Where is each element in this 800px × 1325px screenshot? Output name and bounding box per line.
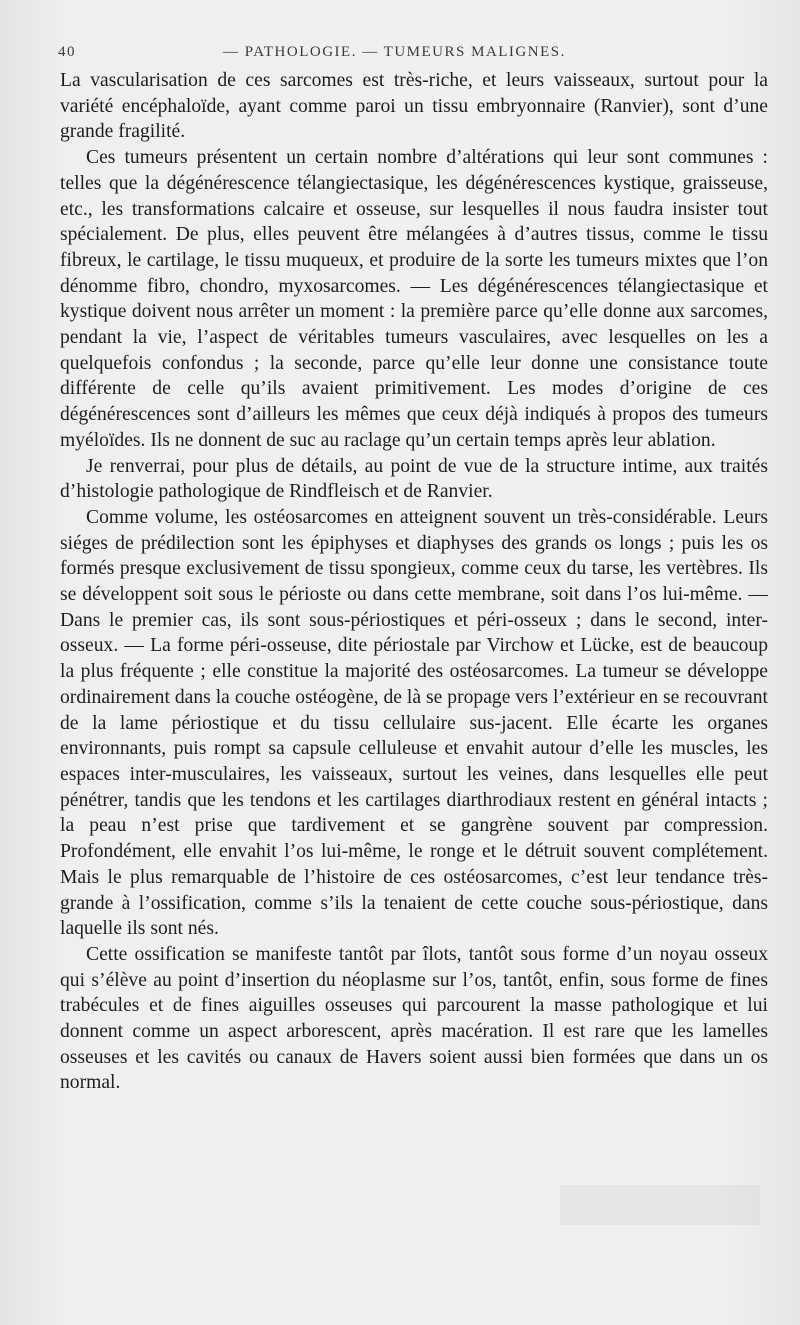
paragraph-ossification: Cette ossification se manifeste tantôt par îlots, tantôt sous forme d’un noyau osseux qui s’élève au point d’insertion du néoplasme sur l’os, tantôt, enfin, sous forme de fines trabécules et de fines aiguilles osseuses qui parcourent la masse pathologique et lui donnent comme un aspect arborescent, après macération. Il est rare que les lamelles osseuses et les cavités ou canaux de Havers soient aussi bien formées que dans un os normal. <box>60 943 768 1094</box>
paragraph-alterations: Ces tumeurs présentent un certain nombre d’altérations qui leur sont communes : telles que la dégénérescence télangiectasique, les dégénérescences kystique, graisseuse, etc., les transformations calcaire et osseuse, sur lesquelles il nous faudra insister tout spécialement. De plus, elles peuvent être mélangées à d’autres tissus, comme le tissu fibreux, le cartilage, le tissu muqueux, et produire de la sorte les tumeurs mixtes que l’on dénomme fibro, chondro, myxosarcomes. — Les dégénérescences télangiectasique et kystique doivent nous arrêter un moment : la première parce qu’elle donne aux sarcomes, pendant la vie, l’aspect de véritables tumeurs vasculaires, avec lesquelles on les a quelquefois confondus ; la seconde, parce qu’elle leur donne une consistance toute différente de celle qu’ils avaient primitivement. Les modes d’origine de ces dégénérescences sont d’ailleurs les mêmes que ceux déjà indiqués à propos des tumeurs myéloïdes. Ils ne donnent de suc au raclage qu’un certain temps après leur ablation. <box>60 147 768 451</box>
paragraph-histologie: Je renverrai, pour plus de détails, au point de vue de la structure intime, aux traités d’histologie pathologique de Rindfleisch et de Ranvier. <box>60 455 768 503</box>
page-number: 40 <box>58 44 76 60</box>
page-header <box>58 42 800 66</box>
body-text <box>60 68 768 1096</box>
paragraph-volume: Comme volume, les ostéosarcomes en atteignent souvent un très-considérable. Leurs siéges de prédilection sont les épiphyses et diaphyses des grands os longs ; puis les os formés presque exclusivement de tissu spongieux, comme ceux du tarse, les vertèbres. Ils se développent soit sous le périoste ou dans cette membrane, soit dans l’os lui-même. — Dans le premier cas, ils sont sous-périostiques et péri-osseux ; dans le second, inter-osseux. — La forme péri-osseuse, dite périostale par Virchow et Lücke, est de beaucoup la plus fréquente ; elle constitue la majorité des ostéosarcomes. La tumeur se développe ordinairement dans la couche ostéogène, de là se propage vers l’extérieur en se recouvrant de la lame périostique et du tissu cellulaire sus-jacent. Elle écarte les organes environnants, puis rompt sa capsule celluleuse et envahit autour d’elle les muscles, les espaces inter-musculaires, les vaisseaux, surtout les veines, dans lesquelles elle peut pénétrer, tandis que les tendons et les cartilages diarthrodiaux restent en général intacts ; la peau n’est prise que tardivement et se gangrène souvent par compression. Profondément, elle envahit l’os lui-même, le ronge et le détruit souvent complétement. Mais le plus remarquable de l’histoire de ces ostéosarcomes, c’est leur tendance très-grande à l’ossification, comme s’ils la tenaient de cette couche sous-périostique, dans laquelle ils sont nés. <box>60 506 768 940</box>
paragraph-vascularisation: La vascularisation de ces sarcomes est très-riche, et leurs vaisseaux, surtout pour la variété encéphaloïde, ayant comme paroi un tissu embryonnaire (Ranvier), sont d’une grande fragilité. <box>60 70 768 143</box>
bleed-through-shadow <box>560 1185 760 1225</box>
running-title: — PATHOLOGIE. — TUMEURS MALIGNES. <box>223 44 566 60</box>
